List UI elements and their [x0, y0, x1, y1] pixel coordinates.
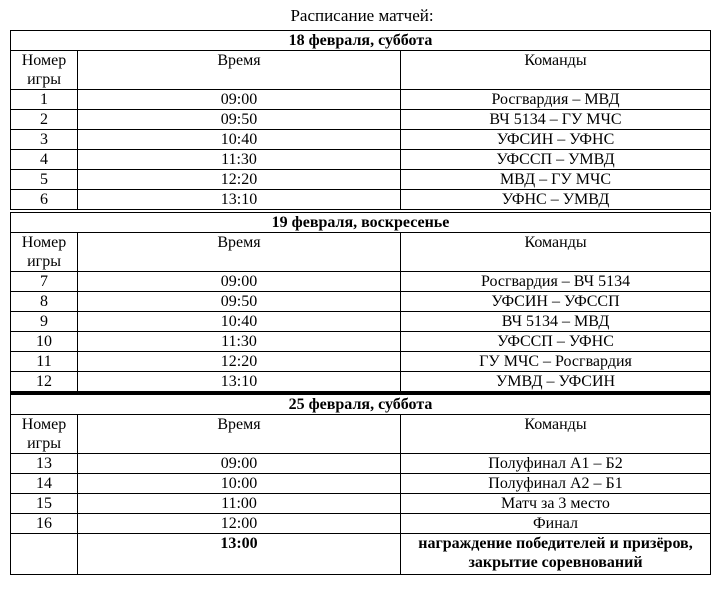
column-header-time: Время	[78, 233, 401, 272]
column-header-teams: Команды	[401, 233, 711, 272]
game-teams: МВД – ГУ МЧС	[401, 170, 711, 190]
game-teams: Полуфинал А2 – Б1	[401, 474, 711, 494]
game-number: 9	[11, 312, 78, 332]
game-time: 09:00	[78, 454, 401, 474]
table-row	[11, 454, 711, 474]
game-time: 10:00	[78, 474, 401, 494]
day-header-row	[11, 394, 711, 415]
table-row	[11, 312, 711, 332]
ceremony-number	[11, 534, 78, 575]
game-teams: УФССП – УМВД	[401, 150, 711, 170]
table-row	[11, 352, 711, 372]
table-row	[11, 170, 711, 190]
day-header: 25 февраля, суббота	[11, 394, 711, 415]
game-time: 09:50	[78, 110, 401, 130]
game-time: 09:00	[78, 272, 401, 292]
table-row	[11, 150, 711, 170]
game-number: 3	[11, 130, 78, 150]
game-time: 09:50	[78, 292, 401, 312]
game-time: 13:10	[78, 372, 401, 392]
game-number: 16	[11, 514, 78, 534]
game-number: 12	[11, 372, 78, 392]
table-row	[11, 272, 711, 292]
game-number: 5	[11, 170, 78, 190]
game-teams: УФСИН – УФССП	[401, 292, 711, 312]
day-header: 19 февраля, воскресенье	[11, 213, 711, 233]
game-number: 11	[11, 352, 78, 372]
game-number: 13	[11, 454, 78, 474]
game-teams: Матч за 3 место	[401, 494, 711, 514]
game-time: 09:00	[78, 90, 401, 110]
game-number: 14	[11, 474, 78, 494]
game-time: 10:40	[78, 130, 401, 150]
day-section	[10, 30, 711, 210]
column-header-teams: Команды	[401, 51, 711, 90]
game-time: 13:10	[78, 190, 401, 210]
game-number: 15	[11, 494, 78, 514]
game-teams: Полуфинал А1 – Б2	[401, 454, 711, 474]
table-row	[11, 514, 711, 534]
table-row	[11, 494, 711, 514]
table-row	[11, 372, 711, 392]
table-row	[11, 90, 711, 110]
table-row	[11, 292, 711, 312]
game-number: 4	[11, 150, 78, 170]
table-row	[11, 110, 711, 130]
game-number: 6	[11, 190, 78, 210]
game-number: 10	[11, 332, 78, 352]
game-teams: ГУ МЧС – Росгвардия	[401, 352, 711, 372]
game-time: 10:40	[78, 312, 401, 332]
column-header-row	[11, 415, 711, 454]
column-header-number: Номер игры	[11, 233, 78, 272]
page-title: Расписание матчей:	[290, 6, 434, 25]
game-teams: УФССП – УФНС	[401, 332, 711, 352]
table-row	[11, 332, 711, 352]
day-section	[10, 212, 711, 392]
game-teams: УФНС – УМВД	[401, 190, 711, 210]
game-teams: Росгвардия – ВЧ 5134	[401, 272, 711, 292]
game-number: 1	[11, 90, 78, 110]
game-time: 12:00	[78, 514, 401, 534]
column-header-row	[11, 51, 711, 90]
schedule-table	[10, 30, 710, 575]
game-teams: ВЧ 5134 – ГУ МЧС	[401, 110, 711, 130]
game-time: 11:30	[78, 332, 401, 352]
column-header-number: Номер игры	[11, 415, 78, 454]
game-number: 7	[11, 272, 78, 292]
game-time: 12:20	[78, 352, 401, 372]
table-row	[11, 190, 711, 210]
game-number: 2	[11, 110, 78, 130]
game-time: 11:30	[78, 150, 401, 170]
game-teams: Росгвардия – МВД	[401, 90, 711, 110]
column-header-teams: Команды	[401, 415, 711, 454]
column-header-row	[11, 233, 711, 272]
game-teams: УМВД – УФСИН	[401, 372, 711, 392]
table-row	[11, 130, 711, 150]
column-header-number: Номер игры	[11, 51, 78, 90]
day-header: 18 февраля, суббота	[11, 31, 711, 51]
ceremony-description: награждение победителей и призёров, закрытие соревнований	[401, 534, 711, 575]
day-section	[10, 392, 711, 575]
game-teams: УФСИН – УФНС	[401, 130, 711, 150]
game-time: 12:20	[78, 170, 401, 190]
column-header-time: Время	[78, 51, 401, 90]
table-row	[11, 474, 711, 494]
game-time: 11:00	[78, 494, 401, 514]
game-number: 8	[11, 292, 78, 312]
game-teams: Финал	[401, 514, 711, 534]
ceremony-row	[11, 534, 711, 575]
column-header-time: Время	[78, 415, 401, 454]
day-header-row	[11, 213, 711, 233]
day-header-row	[11, 31, 711, 51]
game-teams: ВЧ 5134 – МВД	[401, 312, 711, 332]
ceremony-time: 13:00	[78, 534, 401, 575]
